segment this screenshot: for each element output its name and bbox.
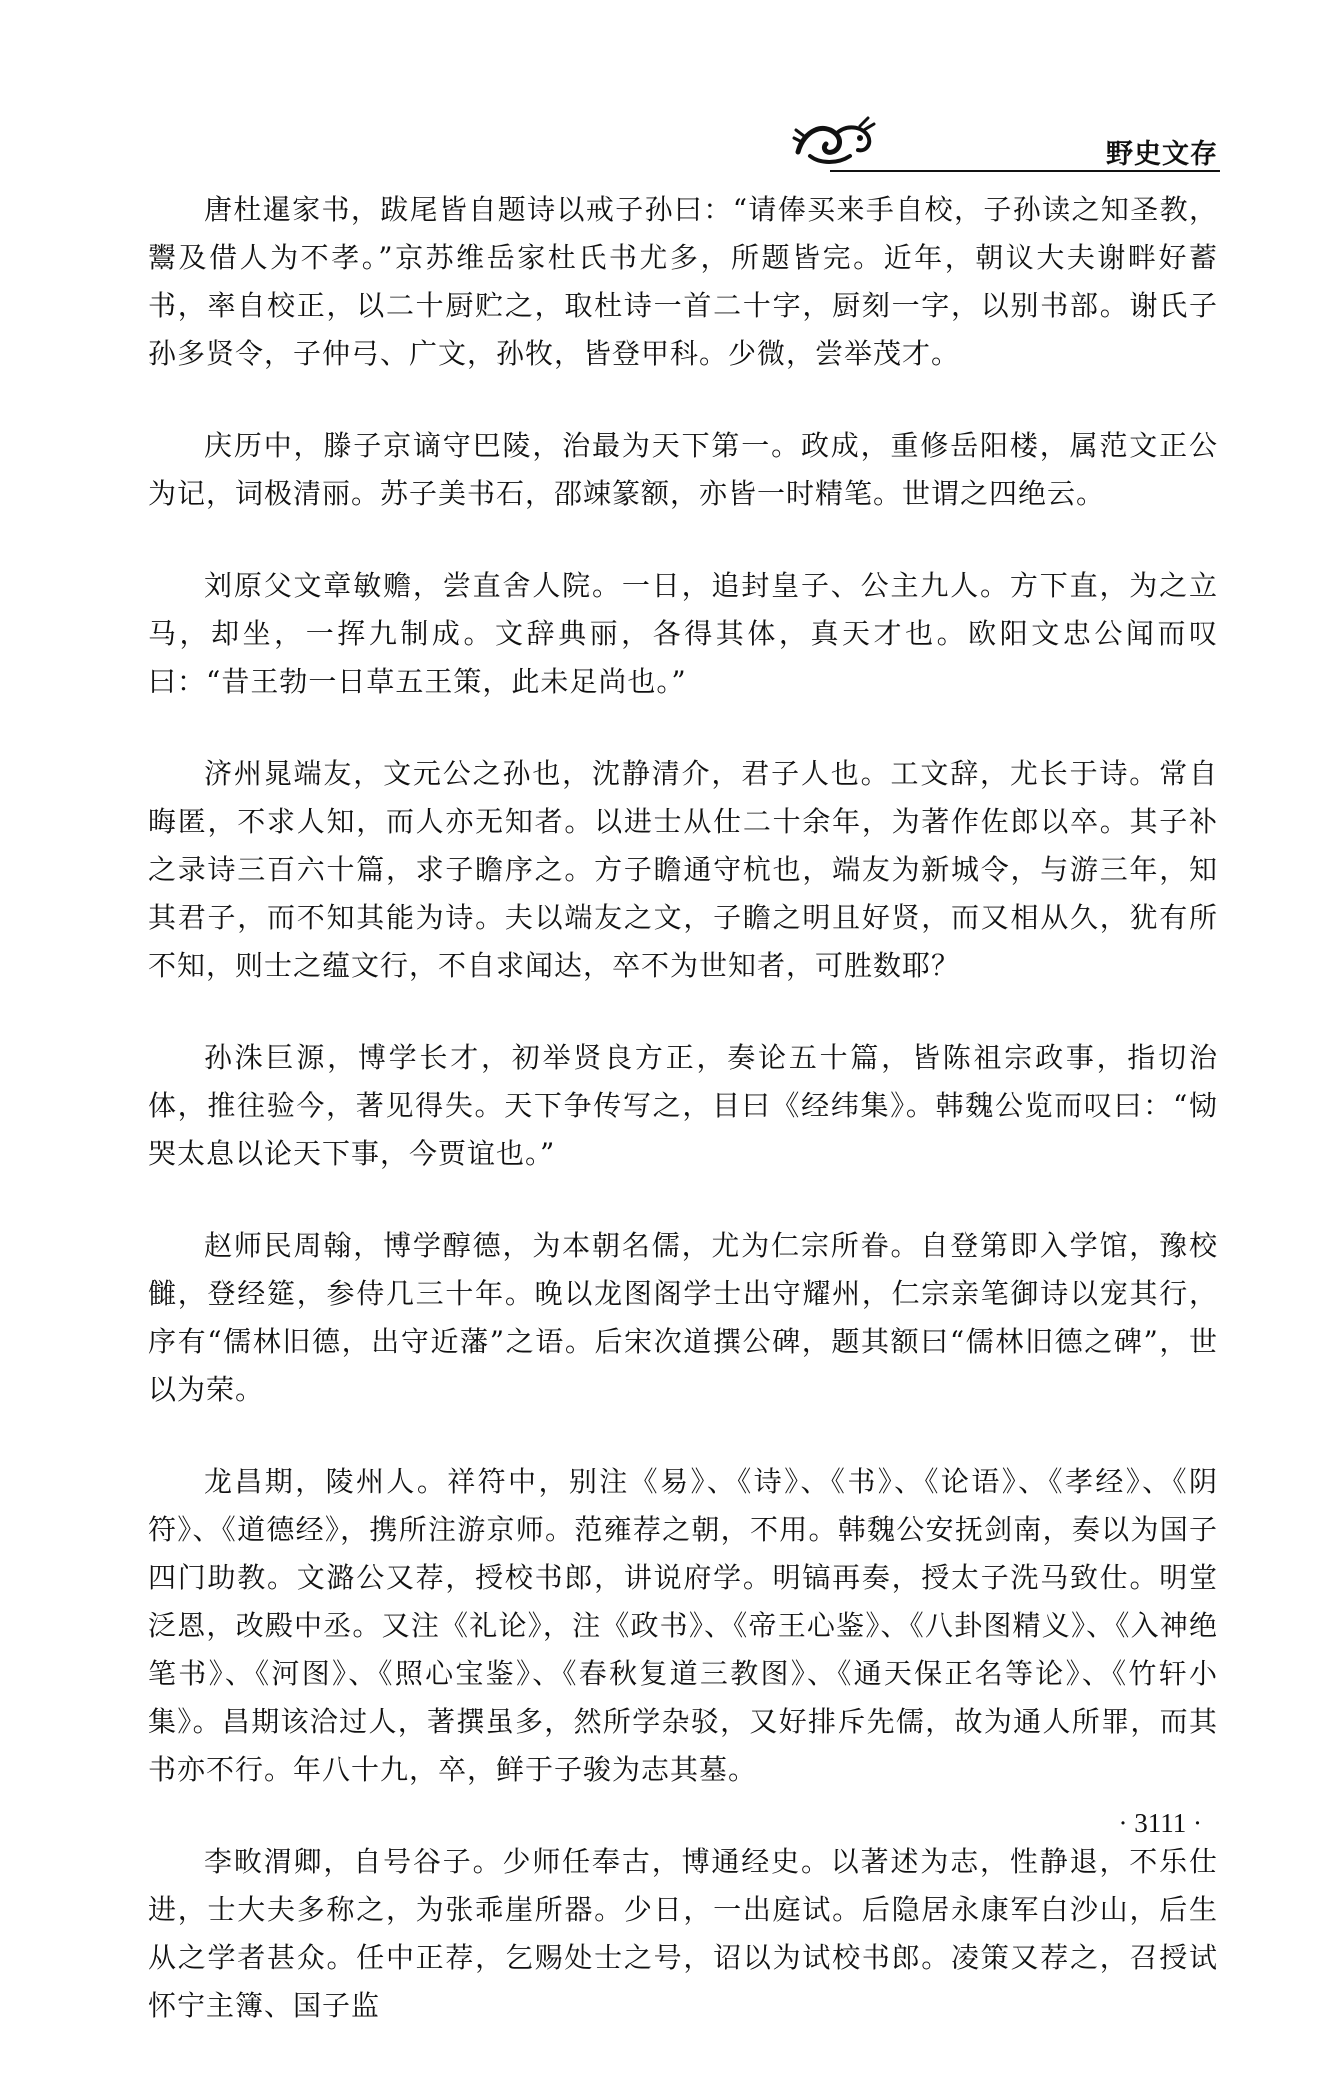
body-text bbox=[148, 186, 1218, 2074]
paragraph: 唐杜暹家书，跋尾皆自题诗以戒子孙曰：“请俸买来手自校，子孙读之知圣教，鬻及借人为不孝。”京苏维岳家杜氏书尤多，所题皆完。近年，朝议大夫谢畔好蓄书，率自校正，以二十厨贮之，取杜诗一首二十字，厨刻一字，以别书部。谢氏子孙多贤令，子仲弓、广文，孙牧，皆登甲科。少微，尝举茂才。 bbox=[148, 193, 1218, 370]
paragraph: 孙洙巨源，博学长才，初举贤良方正，奏论五十篇，皆陈祖宗政事，指切治体，推往验今，著见得失。天下争传写之，目曰《经纬集》。韩魏公览而叹曰：“恸哭太息以论天下事，今贾谊也。” bbox=[148, 1041, 1218, 1170]
paragraph: 赵师民周翰，博学醇德，为本朝名儒，尤为仁宗所眷。自登第即入学馆，豫校雠，登经筵，参侍几三十年。晚以龙图阁学士出守耀州，仁宗亲笔御诗以宠其行，序有“儒林旧德，出守近藩”之语。后宋次道撰公碑，题其额曰“儒林旧德之碑”，世以为荣。 bbox=[148, 1229, 1218, 1406]
page-number: · 3111 · bbox=[1118, 1808, 1202, 1838]
header-rule bbox=[830, 170, 1220, 172]
paragraph: 龙昌期，陵州人。祥符中，别注《易》、《诗》、《书》、《论语》、《孝经》、《阴符》、《道德经》，携所注游京师。范雍荐之朝，不用。韩魏公安抚剑南，奏以为国子四门助教。文潞公又荐，授校书郎，讲说府学。明镐再奏，授太子洗马致仕。明堂泛恩，改殿中丞。又注《礼论》，注《政书》、《帝王心鉴》、《八卦图精义》、《入神绝笔书》、《河图》、《照心宝鉴》、《春秋复道三教图》、《通天保正名等论》、《竹轩小集》。昌期该洽过人，著撰虽多，然所学杂驳，又好排斥先儒，故为通人所罪，而其书亦不行。年八十九，卒，鲜于子骏为志其墓。 bbox=[148, 1465, 1218, 1786]
running-header-title: 野史文存 bbox=[1106, 139, 1218, 170]
paragraph: 刘原父文章敏赡，尝直舍人院。一日，追封皇子、公主九人。方下直，为之立马，却坐，一挥九制成。文辞典丽，各得其体，真天才也。欧阳文忠公闻而叹曰：“昔王勃一日草五王策，此未足尚也。” bbox=[148, 569, 1218, 698]
paragraph: 济州晁端友，文元公之孙也，沈静清介，君子人也。工文辞，尤长于诗。常自晦匿，不求人知，而人亦无知者。以进士从仕二十余年，为著作佐郎以卒。其子补之录诗三百六十篇，求子瞻序之。方子瞻通守杭也，端友为新城令，与游三年，知其君子，而不知其能为诗。夫以端友之文，子瞻之明且好贤，而又相从久，犹有所不知，则士之蕴文行，不自求闻达，卒不为世知者，可胜数耶？ bbox=[148, 757, 1218, 982]
dragon-emblem-icon bbox=[790, 112, 880, 172]
page-header bbox=[790, 112, 1220, 172]
paragraph: 庆历中，滕子京谪守巴陵，治最为天下第一。政成，重修岳阳楼，属范文正公为记，词极清丽。苏子美书石，邵竦篆额，亦皆一时精笔。世谓之四绝云。 bbox=[148, 429, 1218, 510]
paragraph: 李畋渭卿，自号谷子。少师任奉古，博通经史。以著述为志，性静退，不乐仕进，士大夫多称之，为张乖崖所器。少日，一出庭试。后隐居永康军白沙山，后生从之学者甚众。任中正荐，乞赐处士之号，诏以为试校书郎。凌策又荐之，召授试怀宁主簿、国子监 bbox=[148, 1845, 1218, 2022]
